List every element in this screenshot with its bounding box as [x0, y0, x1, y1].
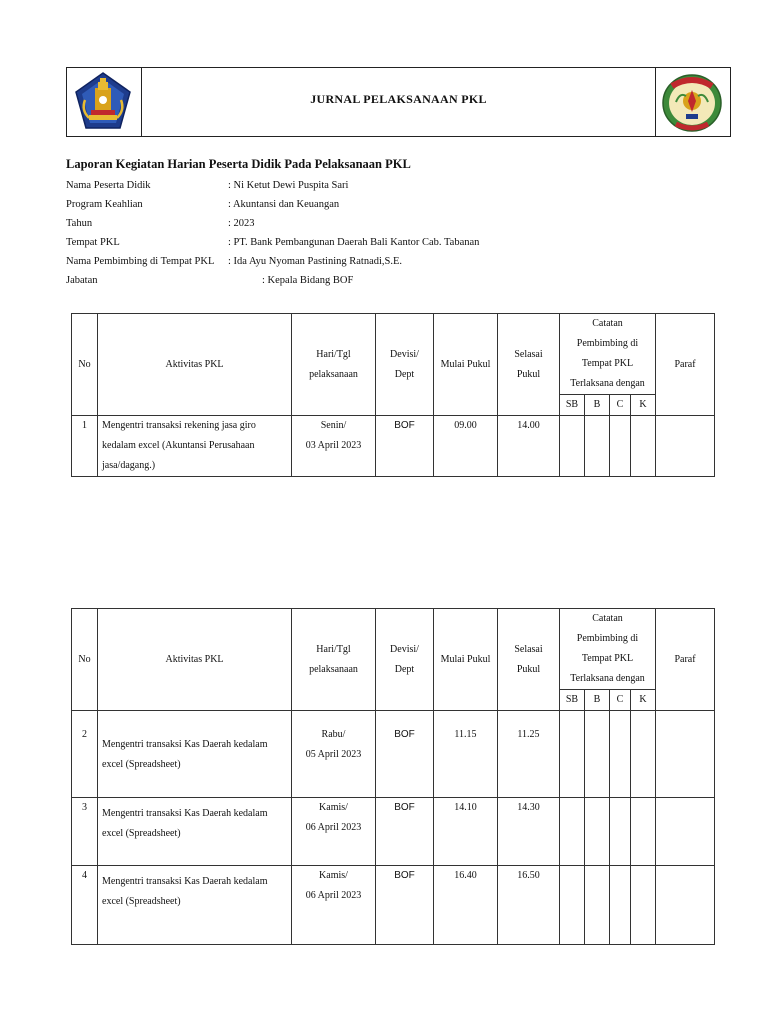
cell-aktivitas-line1: Mengentri transaksi Kas Daerah kedalam	[102, 876, 268, 887]
header-selesai	[498, 314, 560, 416]
cell-k[interactable]	[631, 798, 656, 866]
cell-k[interactable]	[631, 711, 656, 798]
header-devisi-line1: Devisi/	[390, 348, 419, 360]
header-sb: SB	[560, 395, 585, 416]
header-hari-line2: pelaksanaan	[309, 368, 358, 380]
info-value: : Kepala Bidang BOF	[262, 275, 354, 286]
cell-paraf[interactable]	[656, 711, 715, 798]
cell-aktivitas-line1: Mengentri transaksi Kas Daerah kedalam	[102, 739, 268, 750]
cell-c[interactable]	[610, 711, 631, 798]
info-label: Tempat PKL	[66, 237, 120, 248]
cell-mulai: 16.40	[434, 866, 498, 945]
header-devisi	[376, 609, 434, 711]
cell-c[interactable]	[610, 416, 631, 477]
cell-b[interactable]	[585, 866, 610, 945]
header-paraf: Paraf	[656, 609, 715, 711]
cell-aktivitas-line2: excel (Spreadsheet)	[102, 759, 181, 770]
cell-hari	[292, 798, 376, 866]
cell-no: 3	[72, 798, 98, 866]
header-sb: SB	[560, 690, 585, 711]
header-mulai: Mulai Pukul	[434, 609, 498, 711]
header-no: No	[72, 314, 98, 416]
table-row	[72, 416, 715, 477]
cell-sb[interactable]	[560, 798, 585, 866]
info-value: : PT. Bank Pembangunan Daerah Bali Kantor Cab. Tabanan	[228, 237, 480, 248]
cell-hari	[292, 416, 376, 477]
cell-aktivitas-line3: jasa/dagang.)	[102, 460, 156, 471]
cell-mulai: 11.15	[434, 711, 498, 798]
cell-aktivitas	[98, 416, 292, 477]
header-paraf: Paraf	[656, 314, 715, 416]
cell-hari-day: Kamis/	[319, 802, 348, 813]
cell-aktivitas-line2: excel (Spreadsheet)	[102, 896, 181, 907]
cell-devisi: BOF	[376, 711, 434, 798]
cell-no: 4	[72, 866, 98, 945]
cell-devisi: BOF	[376, 798, 434, 866]
info-label: Nama Pembimbing di Tempat PKL	[66, 256, 215, 267]
header-hari-line1: Hari/Tgl	[316, 643, 351, 655]
header-catatan	[560, 609, 656, 690]
header-catatan-line1: Catatan	[592, 318, 623, 329]
header-selesai-line2: Pukul	[516, 368, 541, 380]
cell-paraf[interactable]	[656, 416, 715, 477]
table-row	[72, 798, 715, 866]
cell-sb[interactable]	[560, 416, 585, 477]
cell-hari	[292, 711, 376, 798]
cell-c[interactable]	[610, 798, 631, 866]
header-devisi	[376, 314, 434, 416]
cell-sb[interactable]	[560, 711, 585, 798]
header-devisi-line1: Devisi/	[390, 643, 419, 655]
cell-mulai: 14.10	[434, 798, 498, 866]
header-catatan-line2: Pembimbing di	[576, 633, 639, 644]
info-value: : Akuntansi dan Keuangan	[228, 199, 340, 210]
header-selesai-line1: Selasai	[514, 643, 543, 655]
header-selesai	[498, 609, 560, 711]
cell-hari	[292, 866, 376, 945]
cell-hari-date: 06 April 2023	[305, 822, 362, 833]
header-aktivitas: Aktivitas PKL	[98, 314, 292, 416]
header-selesai-line2: Pukul	[516, 663, 541, 675]
info-label: Tahun	[66, 218, 93, 229]
header-k: K	[631, 690, 656, 711]
header-catatan	[560, 314, 656, 395]
header-aktivitas: Aktivitas PKL	[98, 609, 292, 711]
header-hari-line2: pelaksanaan	[309, 663, 358, 675]
cell-paraf[interactable]	[656, 798, 715, 866]
cell-k[interactable]	[631, 416, 656, 477]
cell-selesai: 11.25	[498, 711, 560, 798]
info-label: Nama Peserta Didik	[66, 180, 151, 191]
cell-aktivitas	[98, 711, 292, 798]
journal-table-1	[71, 313, 715, 477]
cell-c[interactable]	[610, 866, 631, 945]
right-logo-cell	[655, 68, 730, 136]
cell-aktivitas	[98, 866, 292, 945]
cell-devisi: BOF	[376, 416, 434, 477]
cell-aktivitas-line2: kedalam excel (Akuntansi Perusahaan	[102, 440, 255, 451]
journal-table-2	[71, 608, 715, 945]
cell-hari-date: 03 April 2023	[305, 440, 362, 451]
info-value: : Ni Ketut Dewi Puspita Sari	[228, 180, 349, 191]
info-label: Program Keahlian	[66, 199, 143, 210]
cell-selesai: 14.00	[498, 416, 560, 477]
cell-no: 2	[72, 711, 98, 798]
header-catatan-line1: Catatan	[592, 613, 623, 624]
cell-sb[interactable]	[560, 866, 585, 945]
info-value: : 2023	[228, 218, 255, 229]
header-hari	[292, 609, 376, 711]
header-c: C	[610, 395, 631, 416]
header-catatan-line3: Tempat PKL	[581, 653, 634, 664]
header-mulai: Mulai Pukul	[434, 314, 498, 416]
cell-aktivitas	[98, 798, 292, 866]
info-value: : Ida Ayu Nyoman Pastining Ratnadi,S.E.	[228, 256, 403, 267]
header-b: B	[585, 395, 610, 416]
cell-hari-date: 06 April 2023	[305, 890, 362, 901]
header-k: K	[631, 395, 656, 416]
cell-hari-date: 05 April 2023	[305, 749, 362, 760]
cell-selesai: 16.50	[498, 866, 560, 945]
cell-hari-day: Senin/	[320, 420, 347, 431]
header-devisi-line2: Dept	[394, 368, 415, 380]
header-catatan-line3: Tempat PKL	[581, 358, 634, 369]
cell-aktivitas-line2: excel (Spreadsheet)	[102, 828, 181, 839]
cell-b[interactable]	[585, 798, 610, 866]
cell-devisi: BOF	[376, 866, 434, 945]
bali-province-emblem-icon	[71, 70, 135, 134]
cell-selesai: 14.30	[498, 798, 560, 866]
cell-paraf[interactable]	[656, 866, 715, 945]
header-box	[66, 67, 731, 137]
cell-no: 1	[72, 416, 98, 477]
cell-b[interactable]	[585, 711, 610, 798]
header-catatan-line4: Terlaksana dengan	[570, 673, 645, 684]
info-label: Jabatan	[66, 275, 98, 286]
cell-hari-day: Kamis/	[319, 870, 348, 881]
header-no: No	[72, 609, 98, 711]
page-title: JURNAL PELAKSANAAN PKL	[310, 92, 487, 106]
header-selesai-line1: Selasai	[514, 348, 543, 360]
left-logo-cell	[67, 68, 142, 136]
cell-b[interactable]	[585, 416, 610, 477]
header-hari-line1: Hari/Tgl	[316, 348, 351, 360]
header-c: C	[610, 690, 631, 711]
cell-aktivitas-line1: Mengentri transaksi Kas Daerah kedalam	[102, 808, 268, 819]
header-catatan-line2: Pembimbing di	[576, 338, 639, 349]
header-b: B	[585, 690, 610, 711]
cell-mulai: 09.00	[434, 416, 498, 477]
header-catatan-line4: Terlaksana dengan	[570, 378, 645, 389]
cell-k[interactable]	[631, 866, 656, 945]
table-row	[72, 866, 715, 945]
table-row	[72, 711, 715, 798]
report-heading: Laporan Kegiatan Harian Peserta Didik Pada Pelaksanaan PKL	[66, 157, 411, 171]
cell-hari-day: Rabu/	[321, 729, 346, 740]
header-hari	[292, 314, 376, 416]
school-crest-emblem-icon	[660, 72, 724, 134]
header-devisi-line2: Dept	[394, 663, 415, 675]
cell-aktivitas-line1: Mengentri transaksi rekening jasa giro	[102, 420, 256, 431]
